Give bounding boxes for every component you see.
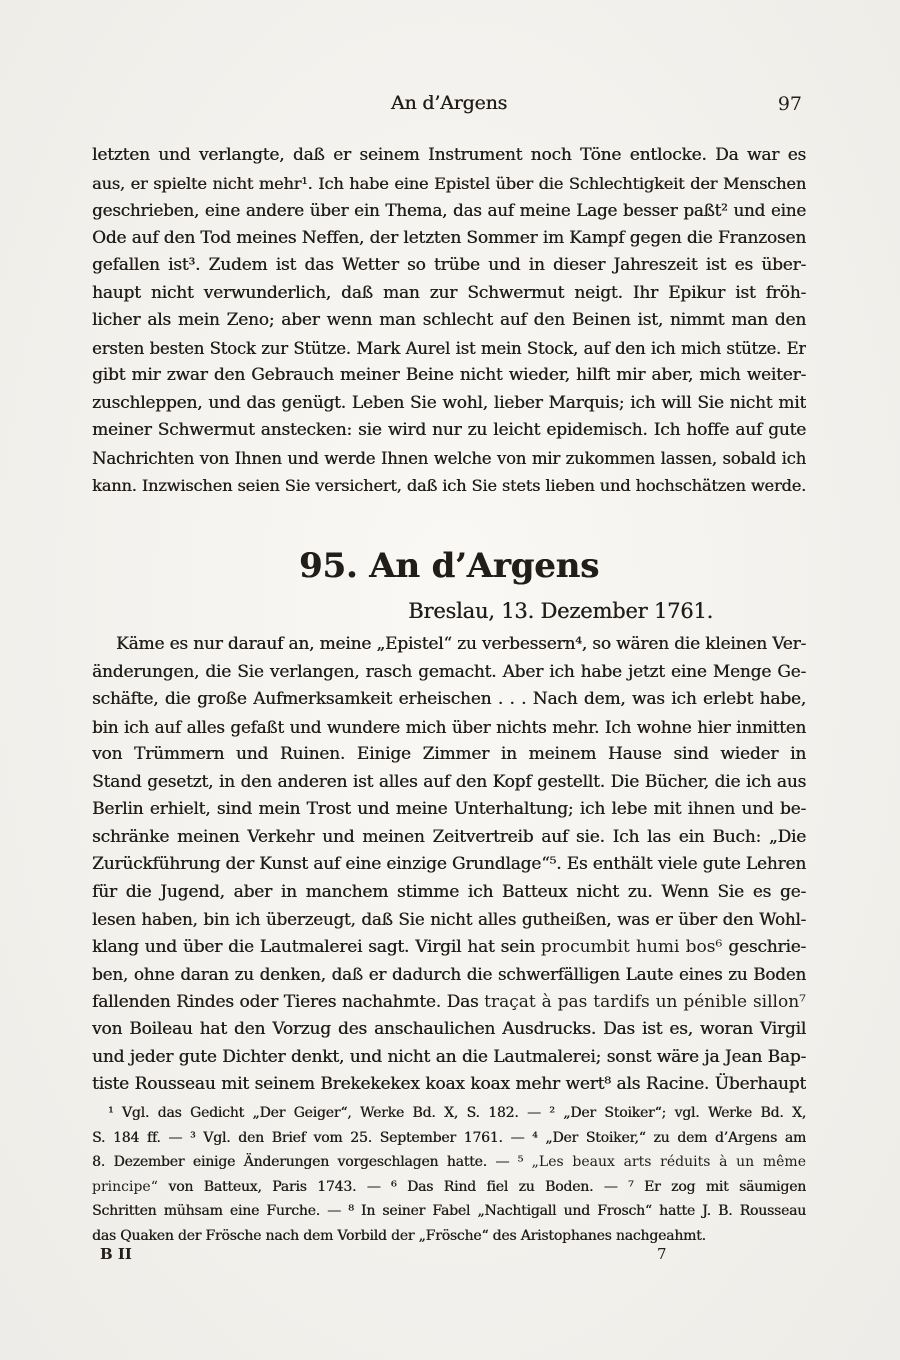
text-line: Zurückführung der Kunst auf eine einzige Grundlage“⁵. Es enthält viele gute Lehren [92, 854, 806, 874]
text-line: Berlin erhielt, sind mein Trost und meine Unterhaltung; ich lebe mit ihnen und be- [92, 799, 806, 819]
text-line: von Boileau hat den Vorzug des anschaulichen Ausdrucks. Das ist es, woran Virgil [92, 1019, 806, 1039]
text-line: schäfte, die große Aufmerksamkeit erheischen . . . Nach dem, was ich erlebt habe, [92, 689, 806, 709]
text-line: letzten und verlangte, daß er seinem Instrument noch Töne entlocke. Da war es [92, 145, 806, 165]
sheet-number: 7 [657, 1245, 667, 1263]
antiqua-text: principe“ [92, 1178, 158, 1195]
text-line: zuschleppen, und das genügt. Leben Sie wohl, lieber Marquis; ich will Sie nicht mit [92, 392, 806, 413]
text-line: tiste Rousseau mit seinem Brekekekex koax koax mehr wert⁸ als Racine. Überhaupt [92, 1074, 806, 1094]
antiqua-text: procumbit humi bos⁶ [540, 936, 723, 957]
text-line [92, 1175, 806, 1200]
text-line: schränke meinen Verkehr und meinen Zeitvertreib auf sie. Ich las ein Buch: „Die [92, 826, 806, 847]
text-line: das Quaken der Frösche nach dem Vorbild der „Frösche“ des Aristophanes nachgeahmt. [92, 1227, 706, 1244]
text-line: änderungen, die Sie verlangen, rasch gemacht. Aber ich habe jetzt eine Menge Ge- [92, 661, 806, 682]
letter-heading: 95. An d’Argens [298, 546, 600, 586]
text-line: und jeder gute Dichter denkt, und nicht an die Lautmalerei; sonst wäre ja Jean Bap- [92, 1046, 806, 1067]
fraktur-text: geschrie- [722, 936, 806, 957]
text-line: meiner Schwermut anstecken: sie wird nur zu leicht epidemisch. Ich hoffe auf gute [92, 420, 806, 440]
text-line: Käme es nur darauf an, meine „Epistel“ zu verbessern⁴, so wären die kleinen Ver- [116, 634, 806, 654]
text-line [92, 934, 806, 962]
text-line: Stand gesetzt, in den anderen ist alles auf den Kopf gestellt. Die Bücher, die ich aus [92, 771, 806, 792]
fraktur-text: von Batteux, Paris 1743. — ⁶ Das Rind fiel zu Boden. — ⁷ Er zog mit säumigen [157, 1178, 806, 1195]
antiqua-text: traçat à pas tardifs un pénible sillon⁷ [484, 991, 806, 1012]
text-line: ben, ohne daran zu denken, daß er dadurch die schwerfälligen Laute eines zu Boden [92, 964, 806, 984]
running-header-title: An d’Argens [390, 92, 508, 114]
text-line: geschrieben, eine andere über ein Thema, das auf meine Lage besser paßt² und eine [92, 200, 806, 220]
letter-body-paragraph [92, 631, 806, 1099]
text-line [92, 1150, 806, 1175]
paragraph-continuation [92, 142, 806, 500]
text-line: ersten besten Stock zur Stütze. Mark Aurel ist mein Stock, auf den ich mich stütze. Er [92, 338, 806, 358]
text-line: für die Jugend, aber in manchem stimme ich Batteux nicht zu. Wenn Sie es ge- [92, 881, 806, 902]
letter-dateline: Breslau, 13. Dezember 1761. [408, 599, 713, 623]
text-line: S. 184 ff. — ³ Vgl. den Brief vom 25. September 1761. — ⁴ „Der Stoiker,“ zu dem d’Argens am [92, 1129, 806, 1146]
text-line: aus, er spielte nicht mehr¹. Ich habe eine Epistel über die Schlechtigkeit der Menschen [92, 173, 806, 193]
page-number: 97 [777, 93, 802, 115]
text-line: gibt mir zwar den Gebrauch meiner Beine nicht wieder, hilft mir aber, mich weiter- [92, 365, 806, 385]
text-line: lesen haben, bin ich überzeugt, daß Sie nicht alles gutheißen, was er über den Wohl- [92, 909, 806, 929]
page-footer [92, 1245, 806, 1269]
text-line: licher als mein Zeno; aber wenn man schlecht auf den Beinen ist, nimmt man den [92, 310, 806, 330]
fraktur-text: klang und über die Lautmalerei sagt. Virgil hat sein [92, 936, 541, 957]
text-line: Ode auf den Tod meines Neffen, der letzten Sommer im Kampf gegen die Franzosen [92, 227, 806, 248]
running-header [92, 92, 806, 120]
text-line: bin ich auf alles gefaßt und wundere mich über nichts mehr. Ich wohne hier inmitten [92, 716, 806, 737]
text-line: Schritten mühsam eine Furche. — ⁸ In seiner Fabel „Nachtigall und Frosch“ hatte J. B. Rousseau [92, 1203, 806, 1220]
text-line: ¹ Vgl. das Gedicht „Der Geiger“, Werke Bd. X, S. 182. — ² „Der Stoiker“; vgl. Werke Bd. X, [108, 1105, 806, 1121]
text-line [92, 989, 806, 1017]
signature-mark: B II [100, 1245, 132, 1263]
fraktur-text: fallenden Rindes oder Tieres nachahmte. Das [92, 991, 485, 1012]
fraktur-text: 8. Dezember einige Änderungen vorgeschlagen hatte. — ⁵ [92, 1154, 532, 1171]
text-line: Nachrichten von Ihnen und werde Ihnen welche von mir zukommen lassen, sobald ich [92, 448, 806, 468]
text-line: haupt nicht verwunderlich, daß man zur Schwermut neigt. Ihr Epikur ist fröh- [92, 282, 806, 303]
text-line: gefallen ist³. Zudem ist das Wetter so trübe und in dieser Jahreszeit ist es über- [92, 255, 806, 275]
footnotes-block [92, 1101, 806, 1249]
antiqua-text: „Les beaux arts réduits à un même [531, 1154, 806, 1171]
text-line: kann. Inzwischen seien Sie versichert, daß ich Sie stets lieben und hochschätzen werde. [92, 476, 806, 495]
text-line: von Trümmern und Ruinen. Einige Zimmer in meinem Hause sind wieder in [92, 744, 806, 764]
